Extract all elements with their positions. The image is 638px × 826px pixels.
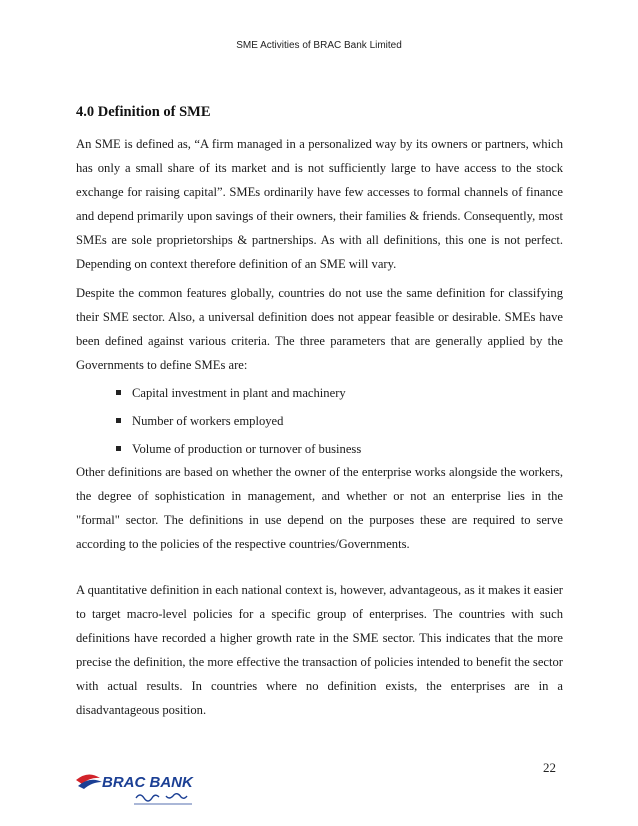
paragraph-quantitative: A quantitative definition in each national context is, however, advantageous, as it makes it easier to target macro-level policies for a specific group of enterprises. The countries with such definitions have recorded a higher growth rate in the SME sector. This indicates that the more precise the definition, the more effective the transaction of policies intended to benefit the sector with actual results. In countries where no definition exists, the enterprises are in a disadvantageous position. xyxy=(76,583,563,717)
svg-text:BRAC BANK: BRAC BANK xyxy=(102,774,193,791)
square-bullet-icon xyxy=(116,390,121,395)
list-item: Number of workers employed xyxy=(76,414,563,428)
paragraph-criteria: Despite the common features globally, countries do not use the same definition for classifying their SME sector. Also, a universal definition does not appear feasible or desirable. SMEs have been defined against various criteria. The three parameters that are generally applied by the Governments to define SMEs are: xyxy=(76,286,563,372)
paragraph-other-definitions: Other definitions are based on whether the owner of the enterprise works alongside the workers, the degree of sophistication in management, and whether or not an enterprise lies in the "formal" sector. The definitions in use depend on the purposes these are required to serve according to the policies of the respective countries/Governments. xyxy=(76,465,563,551)
page-number: 22 xyxy=(543,760,556,775)
square-bullet-icon xyxy=(116,446,121,451)
square-bullet-icon xyxy=(116,418,121,423)
list-item: Volume of production or turnover of business xyxy=(76,442,563,456)
running-header: SME Activities of BRAC Bank Limited xyxy=(236,40,402,51)
section-heading: 4.0 Definition of SME xyxy=(76,104,211,120)
document-body xyxy=(76,104,563,722)
parameters-list xyxy=(76,386,563,456)
list-item: Capital investment in plant and machinery xyxy=(76,386,563,400)
paragraph-definition: An SME is defined as, “A firm managed in a personalized way by its owners or partners, which has only a small share of its market and is not sufficiently large to have access to the stock exchange for raising capital”. SMEs ordinarily have few accesses to formal channels of finance and depend primarily upon savings of their owners, their families & friends. Consequently, most SMEs are sole proprietorships & partnerships. As with all definitions, this one is not perfect. Depending on context therefore definition of an SME will vary. xyxy=(76,137,563,271)
brac-bank-logo xyxy=(74,768,214,814)
